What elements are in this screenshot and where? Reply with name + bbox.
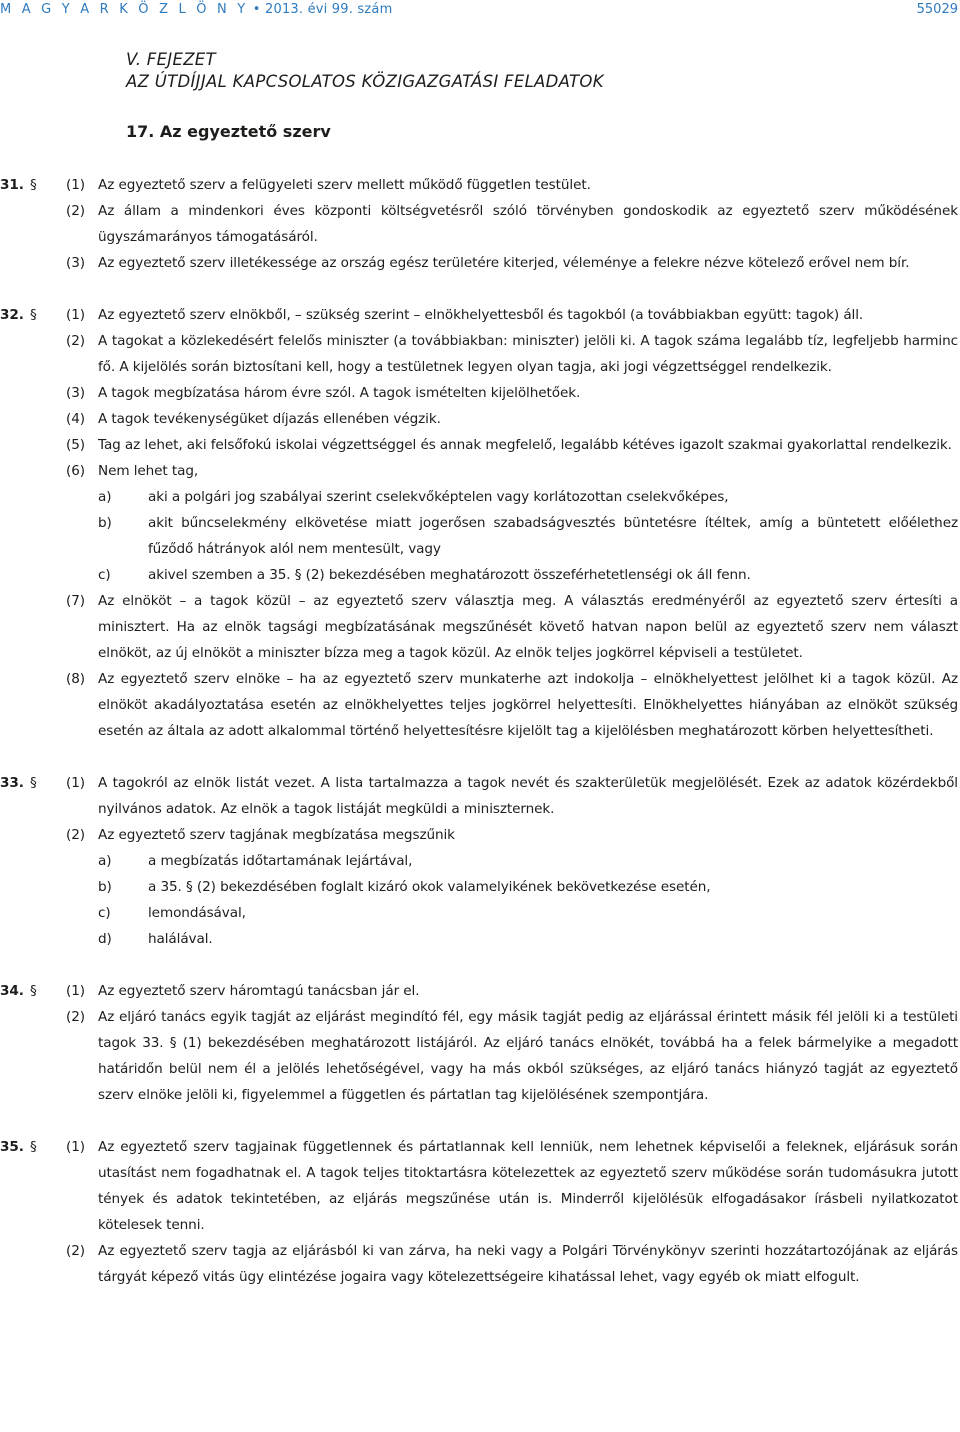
list-item-text: akit bűncselekmény elkövetése miatt jogerősen szabadságvesztés büntetésre ítéltek, amíg a büntetett előélethez fűződő hátrányok alól nem mentesült, vagy xyxy=(148,515,958,557)
list-item-label: d) xyxy=(98,931,112,947)
paragraph-text: A tagok tevékenységüket díjazás ellenében végzik. xyxy=(98,411,441,427)
section-sign: § xyxy=(30,307,37,323)
paragraph xyxy=(0,250,960,276)
paragraph xyxy=(0,770,960,822)
paragraph-number: (1) xyxy=(66,1139,85,1155)
list-item-text: halálával. xyxy=(148,931,213,947)
paragraph xyxy=(0,172,960,198)
paragraph xyxy=(0,198,960,250)
section xyxy=(0,770,960,952)
list-item-text: a megbízatás időtartamának lejártával, xyxy=(148,853,413,869)
list-item-label: b) xyxy=(98,515,112,531)
paragraph-text: Az egyeztető szerv a felügyeleti szerv mellett működő független testület. xyxy=(98,177,591,193)
section-number: 34. xyxy=(0,983,24,999)
section xyxy=(0,978,960,1108)
paragraph-text: Az egyeztető szerv elnökből, – szükség szerint – elnökhelyettesből és tagokból (a továbbiakban együtt: tagok) áll. xyxy=(98,307,864,323)
section-sign: § xyxy=(30,177,37,193)
section-number: 33. xyxy=(0,775,24,791)
list-item xyxy=(0,484,960,510)
paragraph-text: A tagok megbízatása három évre szól. A tagok ismételten kijelölhetőek. xyxy=(98,385,581,401)
paragraph-number: (2) xyxy=(66,333,85,349)
publication-title: M A G Y A R K Ö Z L Ö N Y xyxy=(0,2,249,17)
paragraph xyxy=(0,302,960,328)
paragraph-number: (1) xyxy=(66,177,85,193)
paragraph-text: Az egyeztető szerv tagjainak függetlennek és pártatlannak kell lenniük, nem lehetnek képviselői a feleknek, eljárásuk során utasítást nem fogadhatnak el. A tagok teljes titoktartásra kötelezettek az egyeztető szerv működése során tudomásukra jutott tények és adatok tekintetében, az eljárás megszűnése után is. Minderről kijelölésük elfogadásakor írásbeli nyilatkozatot kötelesek tenni. xyxy=(98,1139,958,1233)
paragraph xyxy=(0,328,960,380)
paragraph xyxy=(0,1134,960,1238)
paragraph-text: Az elnököt – a tagok közül – az egyeztető szerv választja meg. A választás eredményéről az egyeztető szerv értesíti a minisztert. Ha az elnök tagsági megbízatásának megszűnését követő hatvan napon belül az egyeztető szerv nem választ elnököt, az új elnököt a miniszter bízza meg a tagok közül. Az elnök teljes jogkörrel képviseli a testületet. xyxy=(98,593,958,661)
section xyxy=(0,1134,960,1290)
paragraph-number: (2) xyxy=(66,1243,85,1259)
paragraph xyxy=(0,1004,960,1108)
paragraph-text: Az egyeztető szerv tagja az eljárásból ki van zárva, ha neki vagy a Polgári Törvénykönyv szerinti hozzátartozójának az eljárás tárgyát képező vitás ügy elintézése jogaira vagy kötelezettségeire kihatással lehet, vagy egyéb ok miatt elfogult. xyxy=(98,1243,958,1285)
section xyxy=(0,172,960,276)
header-separator: • xyxy=(252,2,261,17)
paragraph-text: Nem lehet tag, xyxy=(98,463,199,479)
paragraph-number: (2) xyxy=(66,203,85,219)
paragraph-number: (8) xyxy=(66,671,85,687)
section-number: 35. xyxy=(0,1139,24,1155)
paragraph-number: (1) xyxy=(66,775,85,791)
chapter-title: AZ ÚTDÍJJAL KAPCSOLATOS KÖZIGAZGATÁSI FELADATOK xyxy=(126,72,604,91)
list-item xyxy=(0,562,960,588)
paragraph-text: Az állam a mindenkori éves központi költségvetésről szóló törvényben gondoskodik az egyeztető szerv működésének ügyszámarányos támogatásáról. xyxy=(98,203,958,245)
list-item-label: a) xyxy=(98,853,112,869)
paragraph-number: (4) xyxy=(66,411,85,427)
paragraph-number: (1) xyxy=(66,307,85,323)
paragraph-text: Tag az lehet, aki felsőfokú iskolai végzettséggel és annak megfelelő, legalább kétéves igazolt szakmai gyakorlattal rendelkezik. xyxy=(98,437,952,453)
list-item-label: b) xyxy=(98,879,112,895)
list-item-text: aki a polgári jog szabályai szerint cselekvőképtelen vagy korlátozottan cselekvőképes, xyxy=(148,489,729,505)
subchapter-title: 17. Az egyeztető szerv xyxy=(126,122,331,141)
document-body xyxy=(0,172,960,1290)
paragraph-text: Az egyeztető szerv illetékessége az ország egész területére kiterjed, véleménye a felekre nézve kötelező erővel nem bír. xyxy=(98,255,910,271)
paragraph xyxy=(0,380,960,406)
paragraph xyxy=(0,432,960,458)
paragraph-number: (3) xyxy=(66,385,85,401)
list-item-label: a) xyxy=(98,489,112,505)
paragraph xyxy=(0,978,960,1004)
paragraph-number: (3) xyxy=(66,255,85,271)
paragraph xyxy=(0,458,960,484)
paragraph-number: (6) xyxy=(66,463,85,479)
section-spacer xyxy=(0,744,960,770)
header-left xyxy=(0,2,392,17)
paragraph xyxy=(0,666,960,744)
paragraph-number: (2) xyxy=(66,1009,85,1025)
paragraph xyxy=(0,822,960,848)
chapter-number: V. FEJEZET xyxy=(126,50,216,69)
paragraph-number: (1) xyxy=(66,983,85,999)
page-header xyxy=(0,0,960,22)
list-item-text: akivel szemben a 35. § (2) bekezdésében meghatározott összeférhetetlenségi ok áll fenn. xyxy=(148,567,751,583)
paragraph-text: A tagokat a közlekedésért felelős miniszter (a továbbiakban: miniszter) jelöli ki. A tagok száma legalább tíz, legfeljebb harminc fő. A kijelölés során biztosítani kell, hogy a testületnek legyen olyan tagja, aki jogi végzettséggel rendelkezik. xyxy=(98,333,958,375)
paragraph-text: Az egyeztető szerv elnöke – ha az egyeztető szerv munkaterhe azt indokolja – elnökhelyettest jelölhet ki a tagok közül. Az elnököt akadályoztatása esetén az elnökhelyettes teljes jogkörrel helyettesíti. Elnökhelyettes hiányában az elnököt szükség esetén az általa az adott alkalommal történő helyettesítésre kijelölt tag a kijelölésben meghatározott körben helyettesítheti. xyxy=(98,671,958,739)
list-item xyxy=(0,510,960,562)
section-number: 32. xyxy=(0,307,24,323)
paragraph xyxy=(0,1238,960,1290)
issue-label: 2013. évi 99. szám xyxy=(265,2,393,17)
list-item-text: a 35. § (2) bekezdésében foglalt kizáró okok valamelyikének bekövetkezése esetén, xyxy=(148,879,711,895)
section-sign: § xyxy=(30,775,37,791)
section-sign: § xyxy=(30,983,37,999)
paragraph-text: Az egyeztető szerv háromtagú tanácsban jár el. xyxy=(98,983,420,999)
paragraph xyxy=(0,406,960,432)
list-item xyxy=(0,926,960,952)
paragraph-number: (7) xyxy=(66,593,85,609)
page-number: 55029 xyxy=(916,2,958,17)
paragraph-number: (5) xyxy=(66,437,85,453)
paragraph-text: Az eljáró tanács egyik tagját az eljárást megindító fél, egy másik tagját pedig az eljárással érintett másik fél jelöli ki a testületi tagok 33. § (1) bekezdésében meghatározott listájáról. Az eljáró tanács elnökét, továbbá ha a felek bármelyike a megadott határidőn belül nem él a jelölés lehetőségével, vagy ha más okból szükséges, az eljáró tanács hiányzó tagját az egyeztető szerv elnöke jelöli ki, figyelemmel a független és pártatlan tag kijelölésének szempontjára. xyxy=(98,1009,958,1103)
list-item-text: lemondásával, xyxy=(148,905,246,921)
section-number: 31. xyxy=(0,177,24,193)
list-item-label: c) xyxy=(98,905,111,921)
section-sign: § xyxy=(30,1139,37,1155)
list-item-label: c) xyxy=(98,567,111,583)
paragraph-text: A tagokról az elnök listát vezet. A lista tartalmazza a tagok nevét és szakterületük megjelölését. Ezek az adatok közérdekből nyilvános adatok. Az elnök a tagok listáját megküldi a miniszternek. xyxy=(98,775,958,817)
section-spacer xyxy=(0,1108,960,1134)
paragraph-text: Az egyeztető szerv tagjának megbízatása megszűnik xyxy=(98,827,455,843)
section-spacer xyxy=(0,952,960,978)
list-item xyxy=(0,848,960,874)
section xyxy=(0,302,960,744)
paragraph xyxy=(0,588,960,666)
paragraph-number: (2) xyxy=(66,827,85,843)
list-item xyxy=(0,874,960,900)
section-spacer xyxy=(0,276,960,302)
list-item xyxy=(0,900,960,926)
